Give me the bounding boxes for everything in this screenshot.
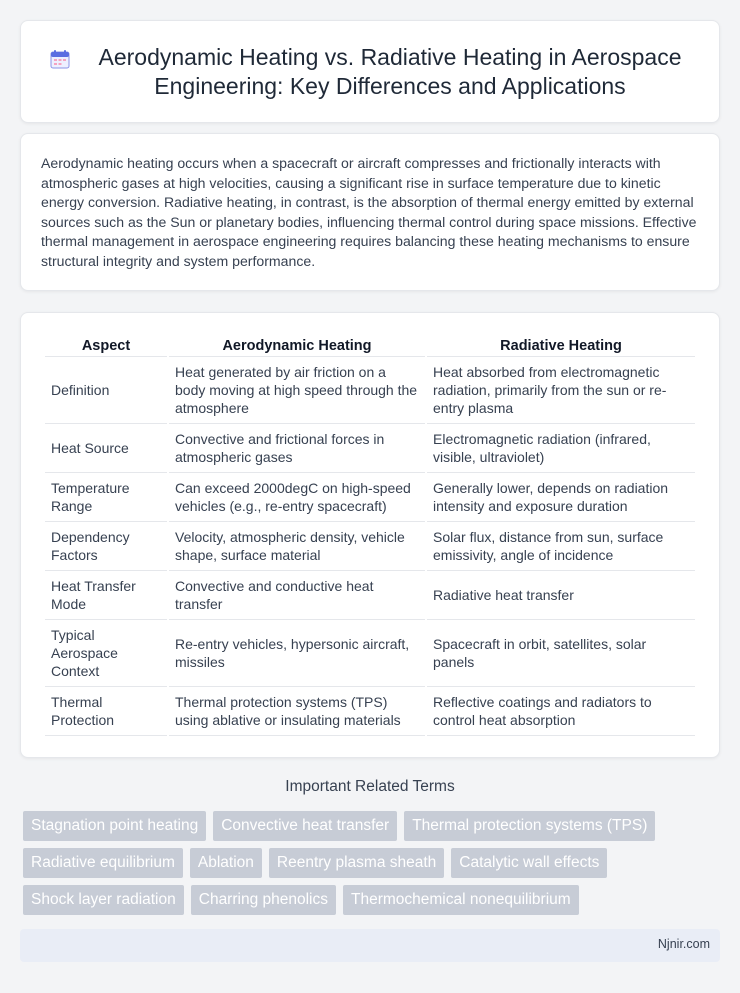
row-aspect: Definition: [45, 357, 167, 424]
footer-site-link[interactable]: Njnir.com: [657, 937, 710, 951]
comparison-table: [43, 333, 697, 736]
row-aerodynamic: Can exceed 2000degC on high-speed vehicles (e.g., re-entry spacecraft): [169, 473, 425, 522]
column-header-aspect: Aspect: [45, 333, 167, 357]
row-radiative: Solar flux, distance from sun, surface emissivity, angle of incidence: [427, 522, 695, 571]
related-term-tag[interactable]: Charring phenolics: [191, 885, 336, 915]
row-radiative: Electromagnetic radiation (infrared, visible, ultraviolet): [427, 424, 695, 473]
column-header-aerodynamic: Aerodynamic Heating: [169, 333, 425, 357]
row-aerodynamic: Velocity, atmospheric density, vehicle shape, surface material: [169, 522, 425, 571]
row-aspect: Typical Aerospace Context: [45, 620, 167, 687]
intro-card: [20, 133, 720, 291]
related-term-tag[interactable]: Thermal protection systems (TPS): [404, 811, 655, 841]
related-term-tag[interactable]: Catalytic wall effects: [451, 848, 607, 878]
table-row: [45, 687, 695, 736]
table-row: [45, 473, 695, 522]
related-term-tag[interactable]: Thermochemical nonequilibrium: [343, 885, 579, 915]
table-row: [45, 357, 695, 424]
column-header-radiative: Radiative Heating: [427, 333, 695, 357]
intro-paragraph: Aerodynamic heating occurs when a spacecraft or aircraft compresses and frictionally interacts with atmospheric gases at high velocities, causing a significant rise in surface temperature due to kinetic energy conversion. Radiative heating, in contrast, is the absorption of thermal energy emitted by external sources such as the Sun or planetary bodies, influencing thermal control during space missions. Effective thermal management in aerospace engineering requires balancing these heating mechanisms to ensure structural integrity and system performance.: [41, 155, 697, 269]
page-title: Aerodynamic Heating vs. Radiative Heating in Aerospace Engineering: Key Differences and Applications: [98, 43, 682, 99]
table-row: [45, 522, 695, 571]
row-radiative: Radiative heat transfer: [427, 571, 695, 620]
table-header-row: [45, 333, 695, 357]
related-terms-list: [23, 811, 723, 915]
table-row: [45, 620, 695, 687]
related-term-tag[interactable]: Reentry plasma sheath: [269, 848, 444, 878]
row-aspect: Dependency Factors: [45, 522, 167, 571]
row-aerodynamic: Re-entry vehicles, hypersonic aircraft, missiles: [169, 620, 425, 687]
row-aspect: Thermal Protection: [45, 687, 167, 736]
related-terms-title: Important Related Terms: [285, 778, 455, 795]
row-aspect: Temperature Range: [45, 473, 167, 522]
related-term-tag[interactable]: Radiative equilibrium: [23, 848, 183, 878]
title-card: [20, 20, 720, 123]
table-row: [45, 424, 695, 473]
row-aerodynamic: Thermal protection systems (TPS) using ablative or insulating materials: [169, 687, 425, 736]
footer: [20, 929, 720, 962]
row-radiative: Generally lower, depends on radiation intensity and exposure duration: [427, 473, 695, 522]
comparison-table-card: [20, 312, 720, 758]
related-term-tag[interactable]: Ablation: [190, 848, 262, 878]
row-aerodynamic: Convective and frictional forces in atmospheric gases: [169, 424, 425, 473]
related-term-tag[interactable]: Stagnation point heating: [23, 811, 206, 841]
row-radiative: Heat absorbed from electromagnetic radiation, primarily from the sun or re-entry plasma: [427, 357, 695, 424]
row-aspect: Heat Transfer Mode: [45, 571, 167, 620]
row-radiative: Reflective coatings and radiators to control heat absorption: [427, 687, 695, 736]
row-aerodynamic: Heat generated by air friction on a body moving at high speed through the atmosphere: [169, 357, 425, 424]
table-row: [45, 571, 695, 620]
related-term-tag[interactable]: Convective heat transfer: [213, 811, 397, 841]
related-term-tag[interactable]: Shock layer radiation: [23, 885, 184, 915]
row-aerodynamic: Convective and conductive heat transfer: [169, 571, 425, 620]
row-radiative: Spacecraft in orbit, satellites, solar panels: [427, 620, 695, 687]
row-aspect: Heat Source: [45, 424, 167, 473]
